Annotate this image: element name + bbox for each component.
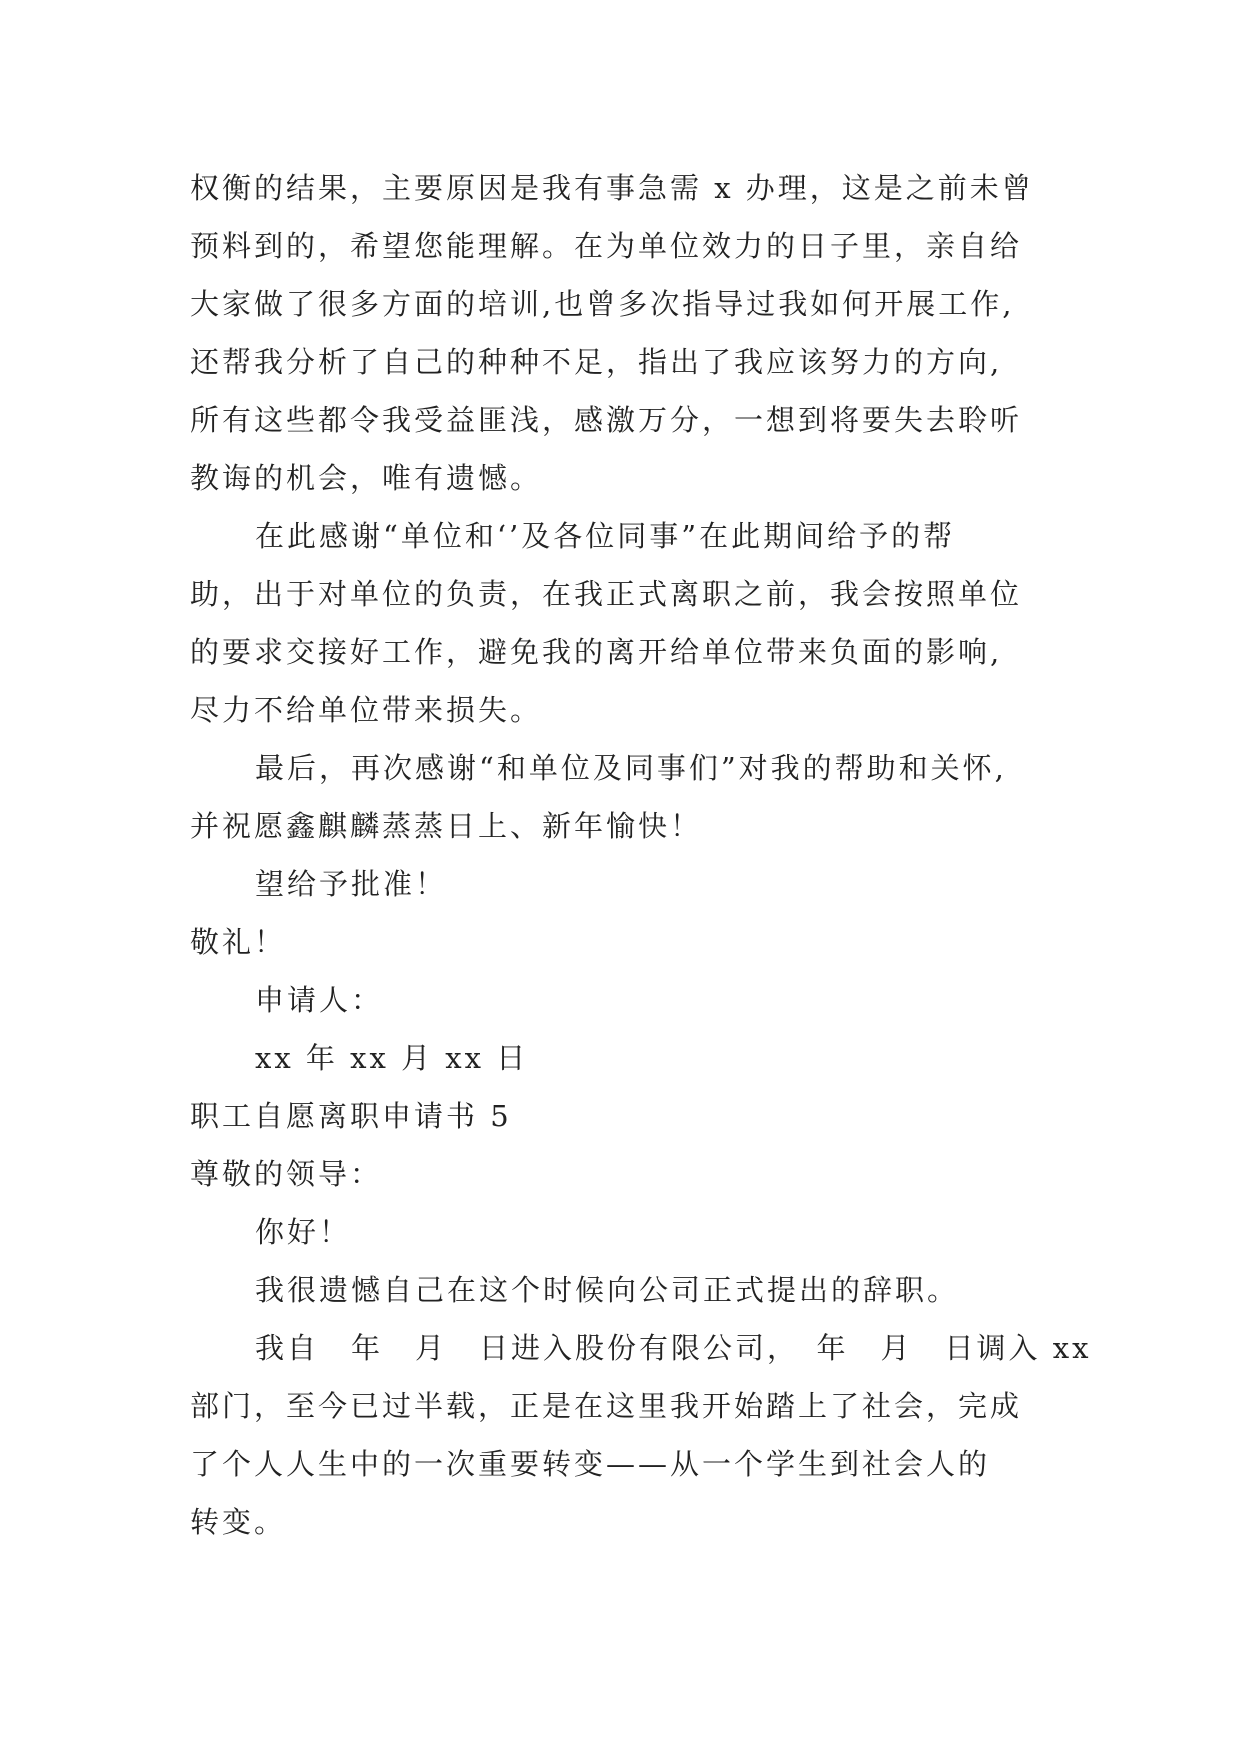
text-line: 了个人人生中的一次重要转变——从一个学生到社会人的 — [190, 1447, 991, 1481]
paragraph-start-line: 我自 年 月 日进入股份有限公司， 年 月 日调入 xx — [255, 1331, 1092, 1365]
text-line: 尽力不给单位带来损失。 — [190, 693, 543, 727]
approval-request-line: 望给予批准！ — [255, 867, 448, 901]
hello-line: 你好！ — [255, 1215, 352, 1249]
greeting-line: 尊敬的领导： — [190, 1157, 383, 1191]
text-line: 并祝愿鑫麒麟蒸蒸日上、新年愉快！ — [190, 809, 703, 843]
paragraph-start-line: 在此感谢“单位和‘’及各位同事”在此期间给予的帮 — [255, 519, 956, 553]
section-title: 职工自愿离职申请书 5 — [190, 1099, 512, 1133]
paragraph-start-line: 最后，再次感谢“和单位及同事们”对我的帮助和关怀, — [255, 751, 1007, 785]
date-line: xx 年 xx 月 xx 日 — [255, 1041, 529, 1075]
text-line: 助，出于对单位的负责，在我正式离职之前，我会按照单位 — [190, 577, 1023, 611]
text-line: 大家做了很多方面的培训,也曾多次指导过我如何开展工作, — [190, 287, 1015, 321]
text-line: 权衡的结果，主要原因是我有事急需 x 办理，这是之前未曾 — [190, 171, 1034, 205]
salutation-line: 敬礼！ — [190, 925, 287, 959]
text-line: 教诲的机会，唯有遗憾。 — [190, 461, 543, 495]
text-line: 还帮我分析了自己的种种不足，指出了我应该努力的方向, — [190, 345, 1003, 379]
paragraph-start-line: 我很遗憾自己在这个时候向公司正式提出的辞职。 — [255, 1273, 960, 1307]
text-line: 预料到的，希望您能理解。在为单位效力的日子里，亲自给 — [190, 229, 1023, 263]
text-line: 部门，至今已过半载，正是在这里我开始踏上了社会，完成 — [190, 1389, 1023, 1423]
text-line: 转变。 — [190, 1505, 287, 1539]
text-line: 的要求交接好工作，避免我的离开给单位带来负面的影响, — [190, 635, 1003, 669]
applicant-line: 申请人： — [255, 983, 384, 1017]
text-line: 所有这些都令我受益匪浅，感激万分，一想到将要失去聆听 — [190, 403, 1023, 437]
